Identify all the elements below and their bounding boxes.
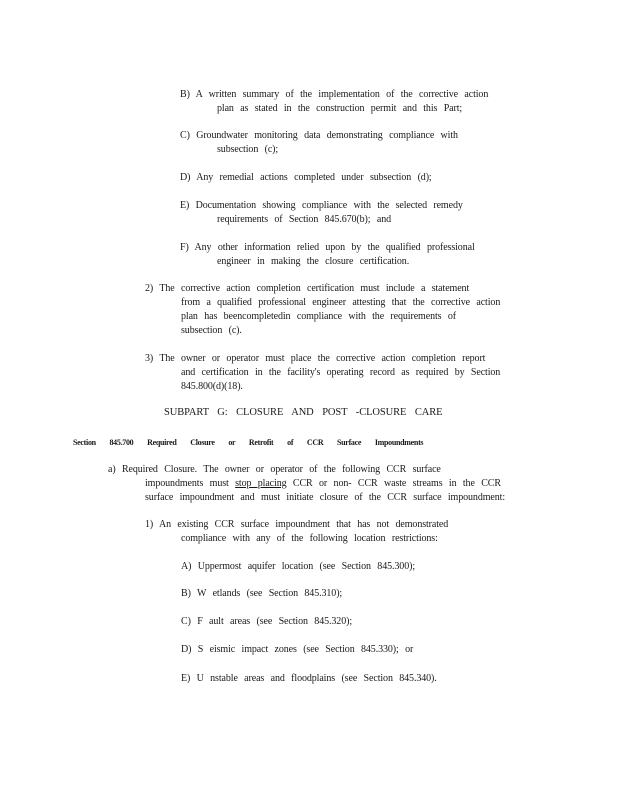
item-2-line-1: 2) The corrective action completion certification must include a statement [145, 283, 470, 294]
restriction-item-c: C) F ault areas (see Section 845.320); [181, 616, 352, 627]
restriction-item-a: A) Uppermost aquifer location (see Section 845.300); [181, 561, 416, 572]
para-a-line-2-end: CCR or non- CCR waste streams in the CCR [286, 478, 501, 489]
item-e-line-2: requirements of Section 845.670(b); and [217, 214, 392, 225]
para-a-line-2-start: impoundments must [145, 478, 236, 489]
para-a-line-1: a) Required Closure. The owner or operator of the following CCR surface [108, 464, 441, 475]
item-3-line-3: 845.800(d)(18). [181, 381, 243, 392]
restriction-item-e: E) U nstable areas and floodplains (see Section 845.340). [181, 673, 437, 684]
item-c-line-2: subsection (c); [217, 144, 279, 155]
subpart-heading: SUBPART G: CLOSURE AND POST -CLOSURE CARE [164, 407, 443, 418]
item-3-line-2: and certification in the facility's operating record as required by Section [181, 367, 501, 378]
para-a-line-3: surface impoundment and must initiate closure of the CCR surface impoundment: [145, 492, 506, 503]
restriction-item-b: B) W etlands (see Section 845.310); [181, 588, 343, 599]
section-heading: Section 845.700 Required Closure or Retrofit of CCR Surface Impoundments [73, 438, 424, 447]
item-2-line-2: from a qualified professional engineer attesting that the corrective action [181, 297, 501, 308]
item-2-line-4: subsection (c). [181, 325, 242, 336]
item-e-line-1: E) Documentation showing compliance with the selected remedy [180, 200, 463, 211]
restriction-item-d: D) S eismic impact zones (see Section 845.330); or [181, 644, 414, 655]
item-2-line-3: plan has beencompletedin compliance with the requirements of [181, 311, 456, 322]
item-d-line-1: D) Any remedial actions completed under subsection (d); [180, 172, 432, 183]
sub-1-line-1: 1) An existing CCR surface impoundment that has not demonstrated [145, 519, 449, 530]
item-b-line-1: B) A written summary of the implementation of the corrective action [180, 89, 489, 100]
item-f-line-1: F) Any other information relied upon by the qualified professional [180, 242, 475, 253]
item-c-line-1: C) Groundwater monitoring data demonstrating compliance with [180, 130, 458, 141]
sub-1-line-2: compliance with any of the following location restrictions: [181, 533, 438, 544]
item-3-line-1: 3) The owner or operator must place the corrective action completion report [145, 353, 486, 364]
item-b-line-2: plan as stated in the construction permit and this Part; [217, 103, 463, 114]
underlined-phrase: stop placing [235, 478, 287, 489]
para-a-line-2 [145, 478, 501, 490]
item-f-line-2: engineer in making the closure certification. [217, 256, 410, 267]
